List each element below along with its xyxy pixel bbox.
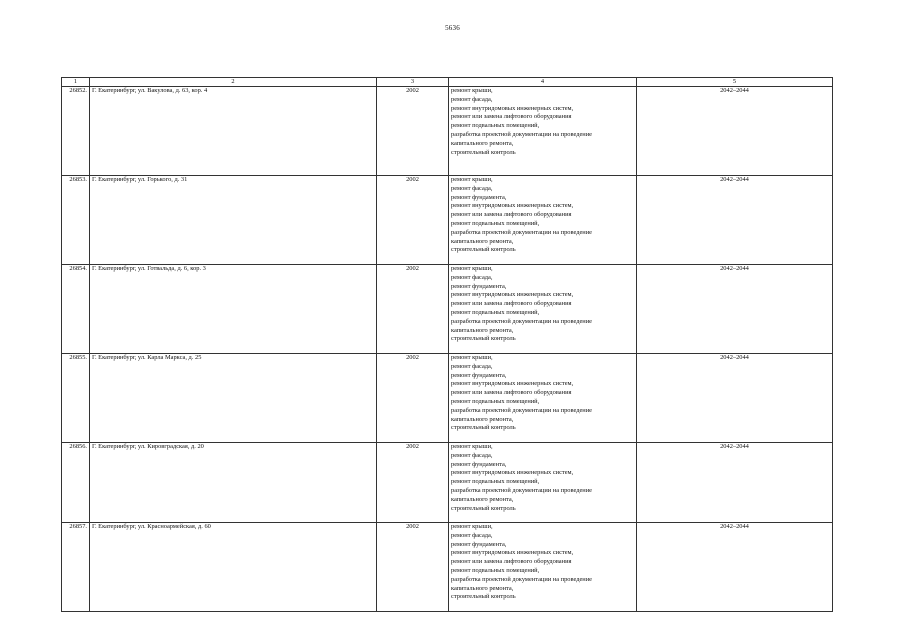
- table-row: [62, 176, 833, 265]
- work-item: ремонт фасада,: [451, 531, 493, 539]
- row-year: 2002: [377, 443, 449, 523]
- row-year: 2002: [377, 523, 449, 612]
- row-address: Г. Екатеринбург, ул. Горького, д. 31: [90, 176, 377, 265]
- work-item: ремонт или замена лифтового оборудования: [451, 113, 572, 121]
- work-item: ремонт или замена лифтового оборудования: [451, 558, 572, 566]
- work-item: ремонт подвальных помещений,: [451, 478, 540, 486]
- row-address: Г. Екатеринбург, ул. Готвальда, д. 6, кор. 3: [90, 265, 377, 354]
- row-works: [449, 523, 637, 612]
- work-item: ремонт подвальных помещений,: [451, 566, 540, 574]
- work-item: ремонт фасада,: [451, 451, 493, 459]
- row-address: Г. Екатеринбург, ул. Красноармейская, д. 60: [90, 523, 377, 612]
- work-item: ремонт крыши,: [451, 265, 493, 272]
- work-item: разработка проектной документации на проведение: [451, 317, 592, 325]
- row-period: 2042–2044: [637, 443, 833, 523]
- work-item: разработка проектной документации на проведение: [451, 406, 592, 414]
- work-item: ремонт фундамента,: [451, 282, 507, 290]
- column-header-1: 1: [62, 78, 90, 87]
- work-item: капитального ремонта,: [451, 326, 514, 334]
- work-item: ремонт фасада,: [451, 273, 493, 281]
- table-row: [62, 443, 833, 523]
- work-item: ремонт или замена лифтового оборудования: [451, 389, 572, 397]
- column-header-4: 4: [449, 78, 637, 87]
- work-item: капитального ремонта,: [451, 584, 514, 592]
- work-item: строительный контроль: [451, 424, 516, 432]
- work-item: ремонт крыши,: [451, 354, 493, 361]
- row-period: 2042–2044: [637, 354, 833, 443]
- work-item: ремонт фасада,: [451, 184, 493, 192]
- table-row: [62, 523, 833, 612]
- work-item: строительный контроль: [451, 504, 516, 512]
- work-item: ремонт крыши,: [451, 176, 493, 183]
- row-address: Г. Екатеринбург, ул. Карла Маркса, д. 25: [90, 354, 377, 443]
- work-item: ремонт фундамента,: [451, 371, 507, 379]
- row-period: 2042–2044: [637, 87, 833, 176]
- work-item: ремонт фундамента,: [451, 460, 507, 468]
- work-item: ремонт внутридомовых инженерных систем,: [451, 291, 574, 299]
- column-header-2: 2: [90, 78, 377, 87]
- row-works: [449, 265, 637, 354]
- row-number: 26855.: [62, 354, 90, 443]
- work-item: разработка проектной документации на проведение: [451, 486, 592, 494]
- work-item: ремонт фундамента,: [451, 540, 507, 548]
- column-header-row: [62, 78, 833, 87]
- work-item: ремонт подвальных помещений,: [451, 397, 540, 405]
- work-item: строительный контроль: [451, 148, 516, 156]
- page-number: 5636: [445, 24, 460, 32]
- work-item: разработка проектной документации на проведение: [451, 228, 592, 236]
- row-year: 2002: [377, 354, 449, 443]
- work-item: ремонт или замена лифтового оборудования: [451, 300, 572, 308]
- row-period: 2042–2044: [637, 176, 833, 265]
- work-item: ремонт крыши,: [451, 87, 493, 94]
- row-works: [449, 176, 637, 265]
- row-number: 26853.: [62, 176, 90, 265]
- work-item: разработка проектной документации на проведение: [451, 130, 592, 138]
- work-item: строительный контроль: [451, 593, 516, 601]
- work-item: ремонт подвальных помещений,: [451, 219, 540, 227]
- column-header-5: 5: [637, 78, 833, 87]
- work-item: ремонт фасада,: [451, 362, 493, 370]
- work-item: строительный контроль: [451, 335, 516, 343]
- work-item: разработка проектной документации на проведение: [451, 575, 592, 583]
- row-address: Г. Екатеринбург, ул. Вакулова, д. 63, кор. 4: [90, 87, 377, 176]
- work-item: ремонт фасада,: [451, 95, 493, 103]
- table-row: [62, 87, 833, 176]
- row-works: [449, 87, 637, 176]
- table-row: [62, 265, 833, 354]
- work-item: капитального ремонта,: [451, 415, 514, 423]
- row-works: [449, 443, 637, 523]
- row-number: 26857.: [62, 523, 90, 612]
- row-works: [449, 354, 637, 443]
- table-row: [62, 354, 833, 443]
- row-period: 2042–2044: [637, 523, 833, 612]
- work-item: ремонт фундамента,: [451, 193, 507, 201]
- work-item: капитального ремонта,: [451, 495, 514, 503]
- work-item: ремонт крыши,: [451, 443, 493, 450]
- work-item: ремонт внутридомовых инженерных систем,: [451, 549, 574, 557]
- work-item: капитального ремонта,: [451, 237, 514, 245]
- work-item: строительный контроль: [451, 246, 516, 254]
- work-item: ремонт крыши,: [451, 523, 493, 530]
- row-number: 26856.: [62, 443, 90, 523]
- row-number: 26854.: [62, 265, 90, 354]
- row-year: 2002: [377, 87, 449, 176]
- row-address: Г. Екатеринбург, ул. Кировградская, д. 20: [90, 443, 377, 523]
- work-item: ремонт внутридомовых инженерных систем,: [451, 469, 574, 477]
- column-header-3: 3: [377, 78, 449, 87]
- row-year: 2002: [377, 265, 449, 354]
- row-number: 26852.: [62, 87, 90, 176]
- row-year: 2002: [377, 176, 449, 265]
- work-item: ремонт внутридомовых инженерных систем,: [451, 104, 574, 112]
- row-period: 2042–2044: [637, 265, 833, 354]
- work-item: ремонт подвальных помещений,: [451, 308, 540, 316]
- work-item: ремонт подвальных помещений,: [451, 122, 540, 130]
- work-item: ремонт внутридомовых инженерных систем,: [451, 202, 574, 210]
- work-item: ремонт или замена лифтового оборудования: [451, 211, 572, 219]
- work-item: ремонт внутридомовых инженерных систем,: [451, 380, 574, 388]
- work-item: капитального ремонта,: [451, 139, 514, 147]
- repair-schedule-table: [61, 77, 833, 612]
